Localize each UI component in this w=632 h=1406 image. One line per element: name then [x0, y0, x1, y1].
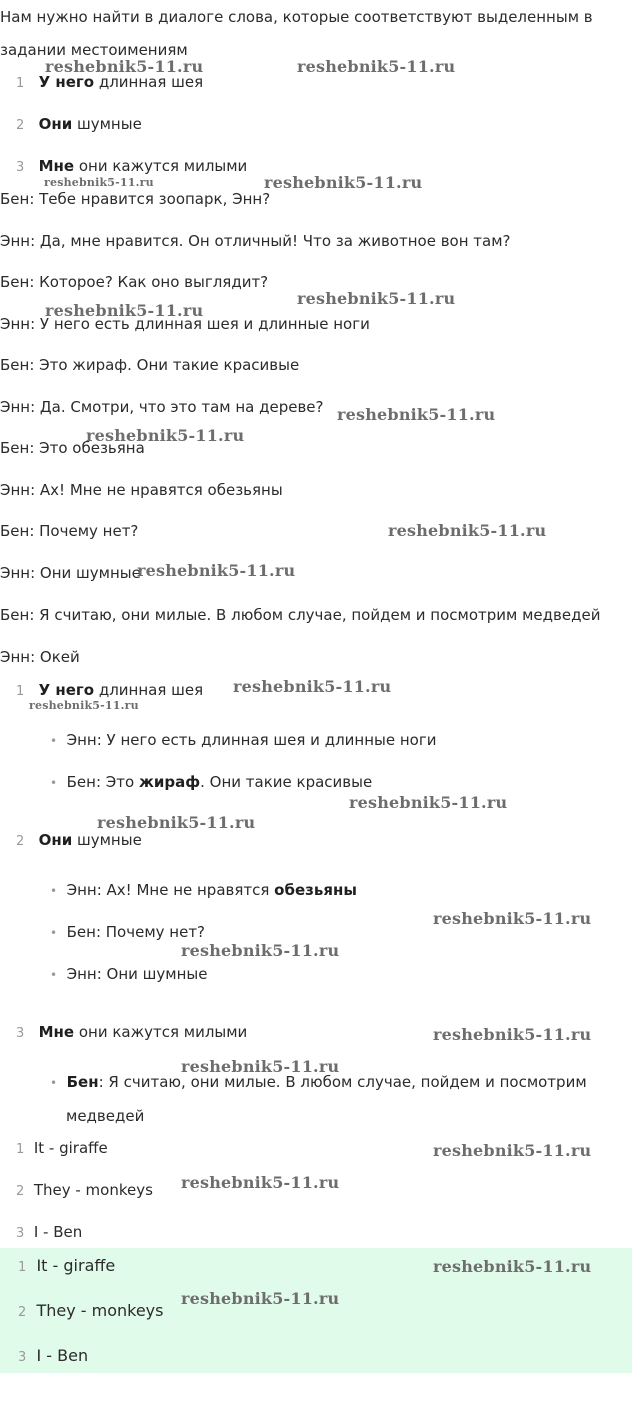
list-item — [16, 1138, 108, 1160]
list-item — [16, 1180, 153, 1202]
dialogue-line: Энн: Да, мне нравится. Он отличный! Что за животное вон там? — [0, 232, 511, 250]
watermark: reshebnik5-11.ru — [181, 1173, 340, 1192]
item-number: 3 — [16, 1026, 25, 1041]
answer-text: They - monkeys — [33, 1181, 153, 1199]
item-number: 2 — [18, 1305, 27, 1320]
intro-line-2: задании местоимениям — [0, 41, 188, 59]
list-item — [16, 830, 142, 852]
highlighted-word: жираф — [138, 773, 201, 791]
watermark: reshebnik5-11.ru — [86, 426, 245, 445]
list-item — [16, 1022, 247, 1044]
watermark: reshebnik5-11.ru — [181, 1057, 340, 1076]
item-number: 1 — [18, 1260, 27, 1275]
dialogue-line: Бен: Я считаю, они милые. В любом случае, пойдем и посмотрим медведей — [0, 606, 601, 624]
bullet-item — [50, 922, 205, 943]
dialogue-line: Энн: Окей — [0, 648, 80, 666]
bullet-dot: • — [50, 884, 58, 898]
dialogue-line: Энн: Ах! Мне не нравятся обезьяны — [0, 481, 283, 499]
watermark: reshebnik5-11.ru — [297, 57, 456, 76]
watermark: reshebnik5-11.ru — [181, 1289, 340, 1308]
watermark: reshebnik5-11.ru — [433, 1257, 592, 1276]
item-number: 2 — [16, 834, 25, 849]
bullet-dot: • — [50, 968, 58, 982]
bullet-item — [50, 880, 357, 901]
item-number: 1 — [16, 1142, 25, 1157]
dialogue-line: Бен: Почему нет? — [0, 522, 139, 540]
dialogue-line: Энн: Да. Смотри, что это там на дереве? — [0, 398, 324, 416]
answer-text: It - giraffe — [36, 1256, 116, 1275]
watermark: reshebnik5-11.ru — [349, 793, 508, 812]
item-text: они кажутся милыми — [74, 157, 248, 175]
bullet-dot: • — [50, 734, 58, 748]
item-text: длинная шея — [94, 73, 204, 91]
highlighted-pronoun: Мне — [38, 1023, 75, 1041]
watermark: reshebnik5-11.ru — [264, 173, 423, 192]
highlighted-pronoun: Мне — [38, 157, 75, 175]
bullet-text: Бен: Это — [66, 773, 139, 791]
watermark: reshebnik5-11.ru — [97, 813, 256, 832]
item-number: 2 — [16, 118, 25, 133]
item-number: 2 — [16, 1184, 25, 1199]
list-item — [18, 1301, 163, 1323]
watermark: reshebnik5-11.ru — [233, 677, 392, 696]
highlighted-pronoun: Они — [38, 831, 73, 849]
watermark: reshebnik5-11.ru — [45, 57, 204, 76]
dialogue-line: Бен: Это жираф. Они такие красивые — [0, 356, 300, 374]
watermark: reshebnik5-11.ru — [137, 561, 296, 580]
bullet-text: Бен: Почему нет? — [66, 923, 206, 941]
item-text: длинная шея — [94, 681, 204, 699]
watermark: reshebnik5-11.ru — [433, 909, 592, 928]
item-number: 3 — [18, 1350, 27, 1365]
highlighted-pronoun: У него — [38, 73, 95, 91]
watermark: reshebnik5-11.ru — [181, 941, 340, 960]
dialogue-line: Бен: Которое? Как оно выглядит? — [0, 273, 269, 291]
bullet-text: Энн: Они шумные — [66, 965, 208, 983]
item-text: шумные — [72, 115, 142, 133]
list-item — [16, 1222, 82, 1244]
bullet-text-continued: медведей — [66, 1107, 145, 1125]
list-item — [16, 114, 142, 136]
watermark: reshebnik5-11.ru — [337, 405, 496, 424]
answer-text: It - giraffe — [33, 1139, 108, 1157]
bullet-item — [50, 772, 372, 793]
watermark: reshebnik5-11.ru — [29, 699, 139, 712]
watermark: reshebnik5-11.ru — [388, 521, 547, 540]
bullet-item — [50, 964, 207, 985]
bullet-dot: • — [50, 926, 58, 940]
dialogue-line: Энн: Они шумные — [0, 564, 141, 582]
list-item — [18, 1346, 88, 1368]
highlighted-word: обезьяны — [274, 881, 357, 899]
item-number: 1 — [16, 684, 25, 699]
list-item — [16, 156, 247, 178]
answer-text: I - Ben — [36, 1346, 89, 1365]
intro-line-1: Нам нужно найти в диалоге слова, которые соответствуют выделенным в — [0, 8, 593, 26]
bullet-item — [50, 730, 436, 751]
watermark: reshebnik5-11.ru — [44, 176, 154, 189]
watermark: reshebnik5-11.ru — [297, 289, 456, 308]
highlighted-word: Бен — [66, 1073, 99, 1091]
dialogue-line: Бен: Тебе нравится зоопарк, Энн? — [0, 190, 271, 208]
answer-text: I - Ben — [33, 1223, 83, 1241]
bullet-dot: • — [50, 776, 58, 790]
bullet-text: : Я считаю, они милые. В любом случае, пойдем и посмотрим — [98, 1073, 587, 1091]
watermark: reshebnik5-11.ru — [433, 1141, 592, 1160]
item-number: 3 — [16, 1226, 25, 1241]
highlighted-pronoun: У него — [38, 681, 95, 699]
bullet-text: . Они такие красивые — [200, 773, 373, 791]
watermark: reshebnik5-11.ru — [433, 1025, 592, 1044]
item-number: 1 — [16, 76, 25, 91]
item-text: шумные — [72, 831, 142, 849]
bullet-dot: • — [50, 1076, 58, 1090]
dialogue-line: Бен: Это обезьяна — [0, 439, 145, 457]
highlighted-pronoun: Они — [38, 115, 73, 133]
answer-text: They - monkeys — [36, 1301, 164, 1320]
list-item — [18, 1256, 115, 1278]
watermark: reshebnik5-11.ru — [45, 301, 204, 320]
dialogue-line: Энн: У него есть длинная шея и длинные ноги — [0, 315, 370, 333]
item-number: 3 — [16, 160, 25, 175]
item-text: они кажутся милыми — [74, 1023, 248, 1041]
bullet-text: Энн: У него есть длинная шея и длинные ноги — [66, 731, 437, 749]
bullet-text: Энн: Ах! Мне не нравятся — [66, 881, 275, 899]
